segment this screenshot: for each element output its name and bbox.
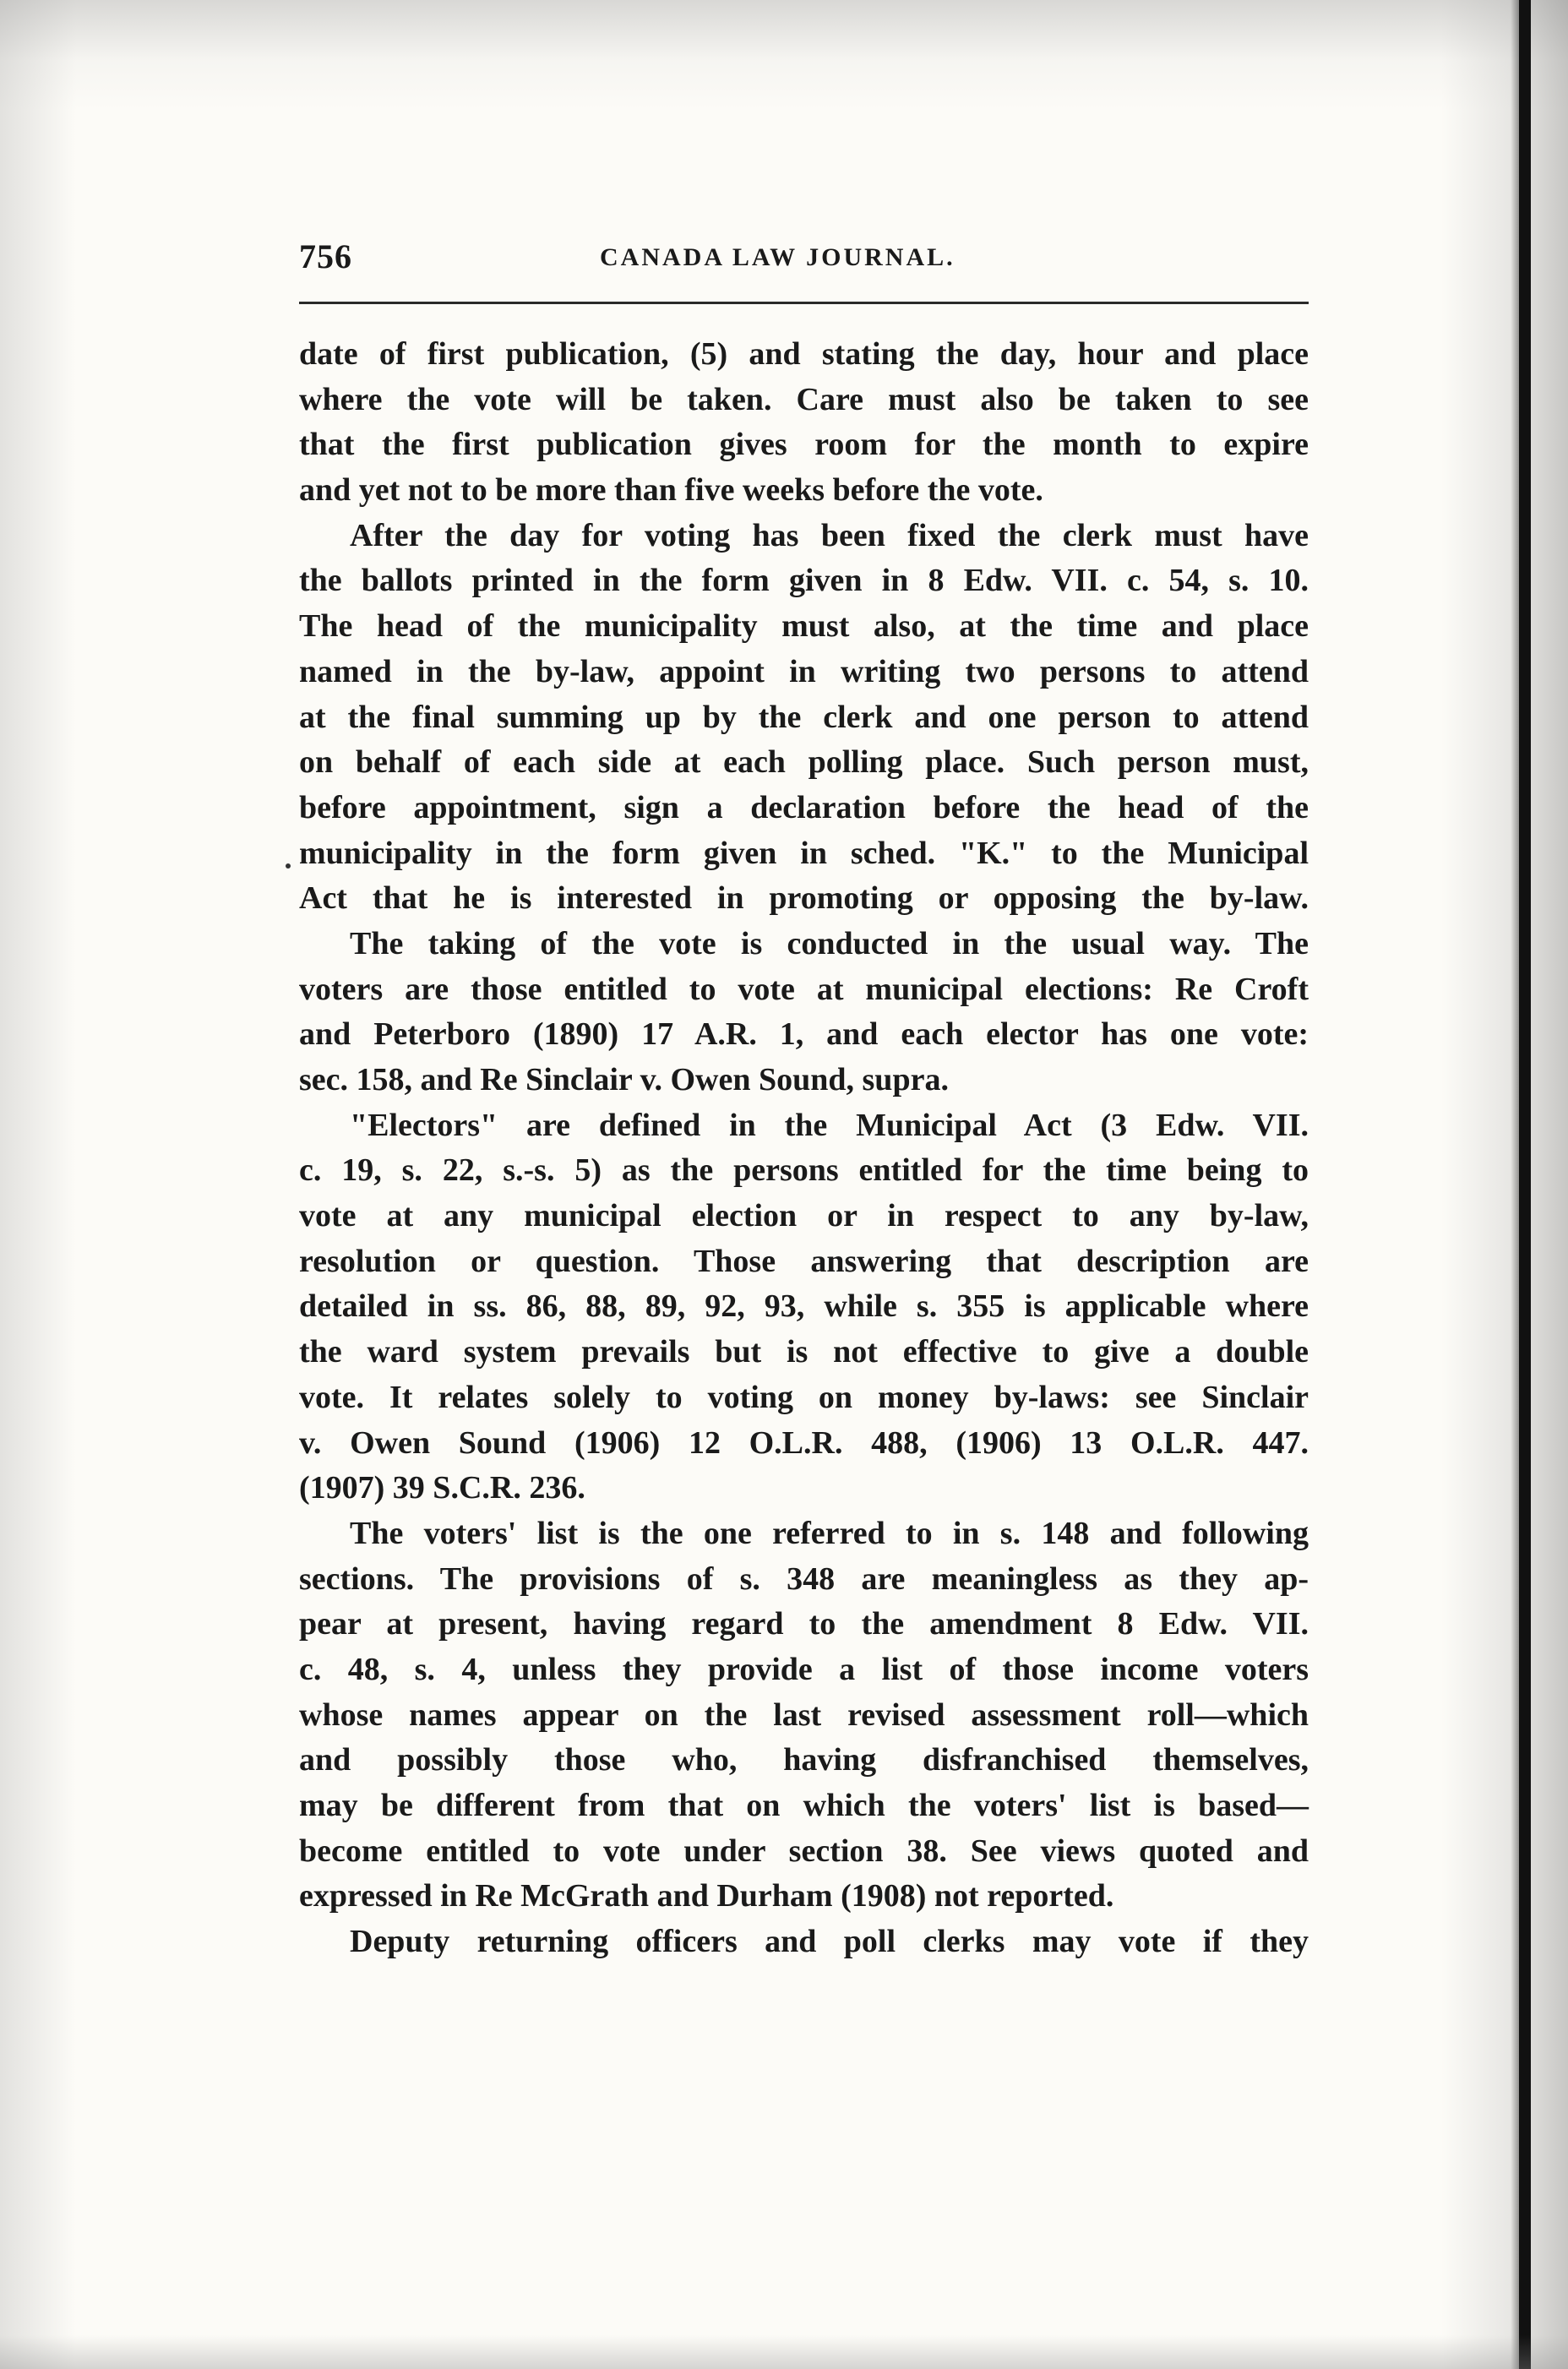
text-line: date of first publication, (5) and stating the day, hour and place xyxy=(299,336,1309,372)
binding-shadow xyxy=(1511,0,1519,2369)
text-line: become entitled to vote under section 38. See views quoted and xyxy=(299,1833,1309,1869)
text-line: and Peterboro (1890) 17 A.R. 1, and each elector has one vote: xyxy=(299,1016,1309,1053)
text-line: expressed in Re McGrath and Durham (1908) not reported. xyxy=(299,1878,1114,1914)
scan-shadow-bottom xyxy=(0,2335,1568,2369)
text-line: that the first publication gives room for the month to expire xyxy=(299,427,1309,463)
text-line: on behalf of each side at each polling place. Such person must, xyxy=(299,744,1309,781)
header-rule xyxy=(299,302,1309,304)
text-line: The taking of the vote is conducted in the usual way. The xyxy=(350,925,1309,961)
scan-shadow-right xyxy=(1441,0,1568,2369)
text-line: "Electors" are defined in the Municipal Act (3 Edw. VII. xyxy=(350,1107,1309,1143)
text-line: voters are those entitled to vote at municipal elections: Re Croft xyxy=(299,971,1309,1007)
margin-mark xyxy=(286,863,291,869)
text-line: detailed in ss. 86, 88, 89, 92, 93, while s. 355 is applicable where xyxy=(299,1288,1309,1325)
text-line: before appointment, sign a declaration before the head of the xyxy=(299,789,1309,825)
binding-edge xyxy=(1519,0,1531,2369)
scan-shadow-top xyxy=(0,0,1568,110)
text-line: vote at any municipal election or in respect to any by-law, xyxy=(299,1198,1309,1234)
text-line: v. Owen Sound (1906) 12 O.L.R. 488, (1906) 13 O.L.R. 447. xyxy=(299,1424,1309,1461)
text-line: Act that he is interested in promoting or opposing the by-law. xyxy=(299,880,1309,917)
text-line: the ballots printed in the form given in 8 Edw. VII. c. 54, s. 10. xyxy=(299,563,1309,599)
page-header xyxy=(299,237,1309,287)
text-line: resolution or question. Those answering that description are xyxy=(299,1243,1309,1279)
text-line: at the final summing up by the clerk and one person to attend xyxy=(299,699,1309,735)
text-line: sec. 158, and Re Sinclair v. Owen Sound, supra. xyxy=(299,1062,949,1097)
text-line: After the day for voting has been fixed the clerk must have xyxy=(350,517,1309,553)
text-line: the ward system prevails but is not effective to give a double xyxy=(299,1334,1309,1370)
text-line: where the vote will be taken. Care must also be taken to see xyxy=(299,381,1309,417)
page-number: 756 xyxy=(299,237,352,275)
text-line: and yet not to be more than five weeks before the vote. xyxy=(299,472,1043,509)
text-line: c. 19, s. 22, s.-s. 5) as the persons entitled for the time being to xyxy=(299,1152,1309,1189)
text-line: municipality in the form given in sched. "K." to the Municipal xyxy=(299,835,1309,871)
text-line: and possibly those who, having disfranchised themselves, xyxy=(299,1742,1309,1778)
text-line: The voters' list is the one referred to in s. 148 and following xyxy=(350,1515,1309,1551)
text-line: sections. The provisions of s. 348 are meaningless as they ap- xyxy=(299,1560,1309,1597)
text-line: named in the by-law, appoint in writing two persons to attend xyxy=(299,653,1309,689)
running-head: CANADA LAW JOURNAL. xyxy=(600,243,956,271)
text-line: may be different from that on which the voters' list is based— xyxy=(299,1788,1309,1823)
text-line: c. 48, s. 4, unless they provide a list of those income voters xyxy=(299,1651,1309,1687)
body-text xyxy=(299,332,1309,1965)
text-line: vote. It relates solely to voting on money by-laws: see Sinclair xyxy=(299,1379,1309,1415)
scan-shadow-left xyxy=(0,0,76,2369)
text-line: The head of the municipality must also, at the time and place xyxy=(299,608,1309,645)
text-line: (1907) 39 S.C.R. 236. xyxy=(299,1470,585,1506)
text-line: Deputy returning officers and poll clerks may vote if they xyxy=(350,1924,1309,1960)
text-line: whose names appear on the last revised assessment roll—which xyxy=(299,1696,1309,1733)
text-line: pear at present, having regard to the amendment 8 Edw. VII. xyxy=(299,1606,1309,1642)
